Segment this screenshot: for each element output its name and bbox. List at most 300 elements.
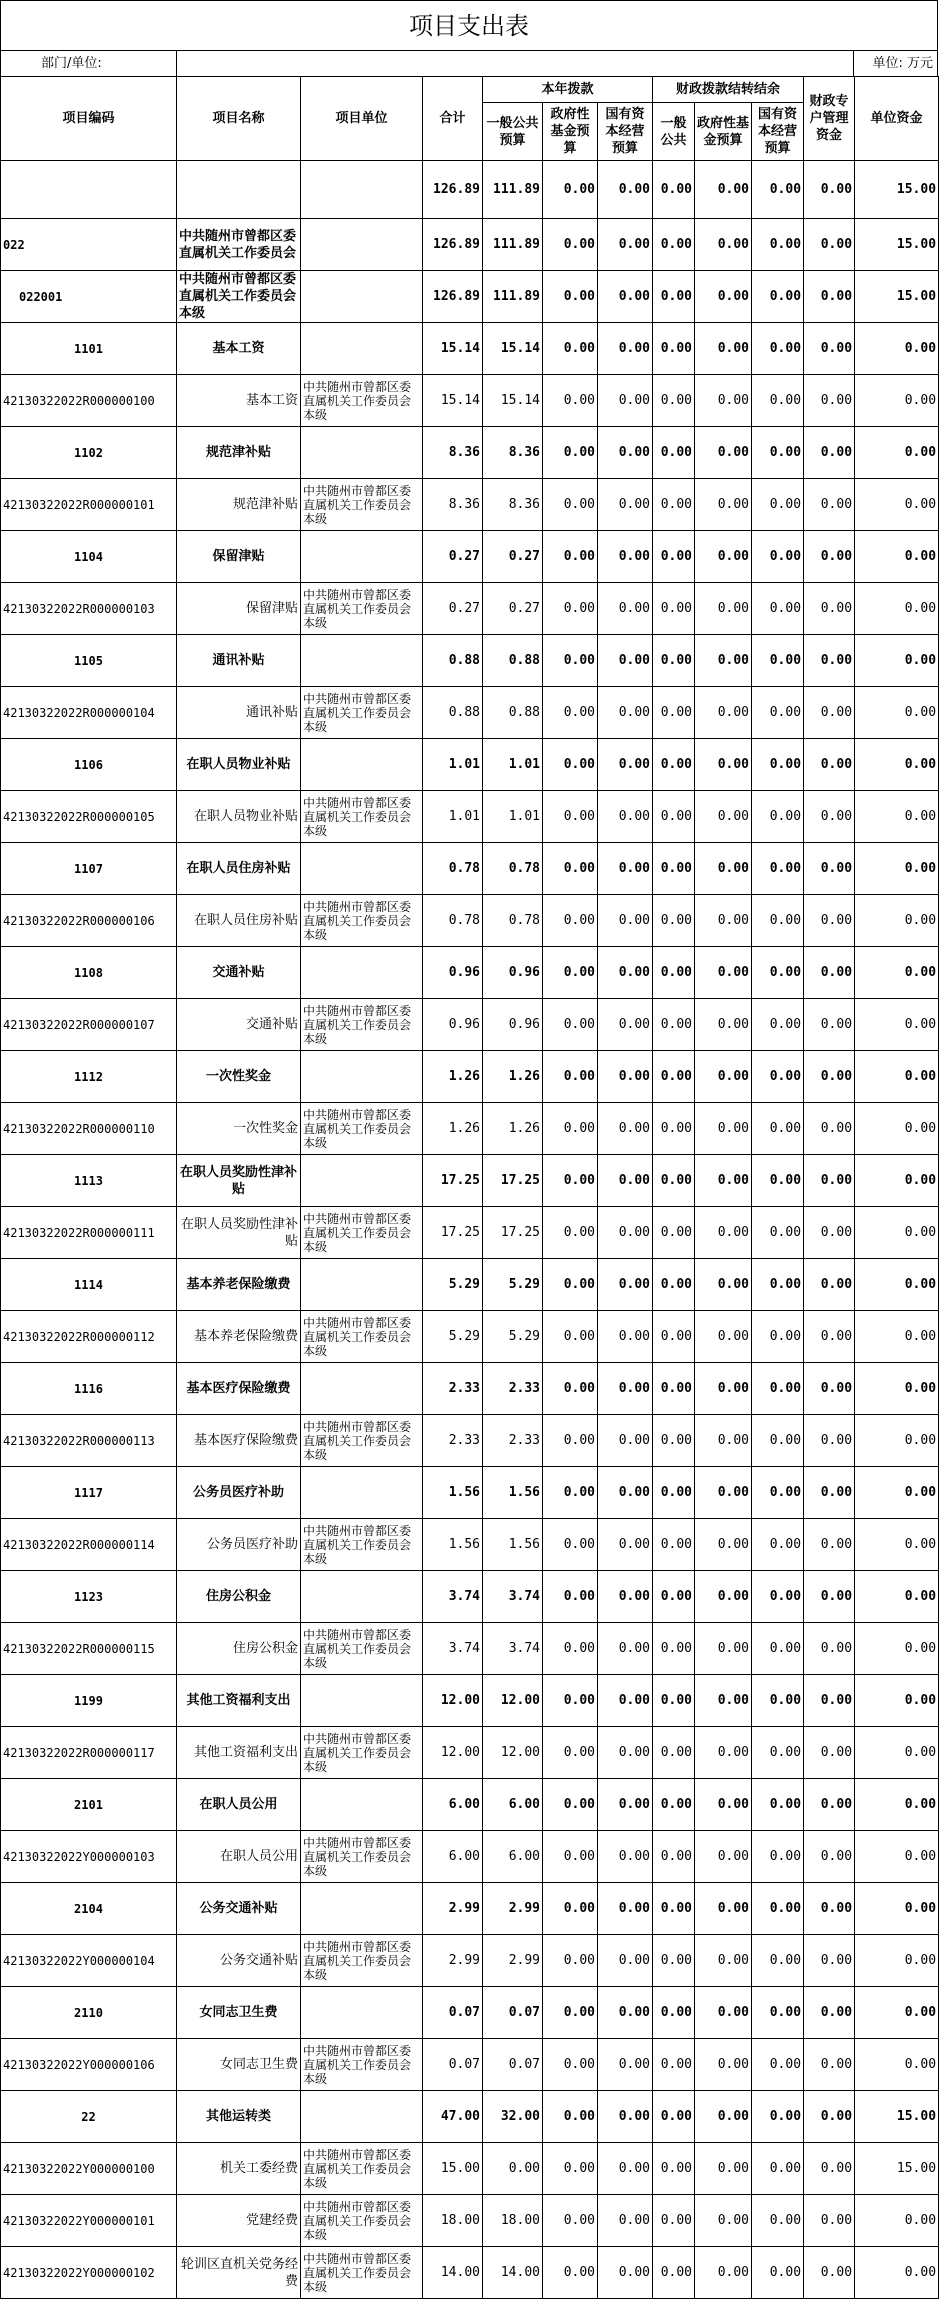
table-row: [1, 1207, 939, 1259]
project-code-cell: 1102: [1, 427, 177, 479]
carry-state-capital-cell: 0.00: [752, 687, 804, 739]
special-account-cell: 0.00: [804, 635, 855, 687]
total-cell: 0.78: [423, 843, 483, 895]
special-account-cell: 0.00: [804, 1727, 855, 1779]
state-capital-cell: 0.00: [598, 427, 653, 479]
total-cell: 0.88: [423, 635, 483, 687]
special-account-cell: 0.00: [804, 895, 855, 947]
carry-gov-fund-cell: 0.00: [695, 687, 752, 739]
state-capital-cell: 0.00: [598, 739, 653, 791]
general-budget-cell: 0.78: [483, 843, 543, 895]
project-name-cell: 基本工资: [177, 323, 301, 375]
special-account-cell: 0.00: [804, 1103, 855, 1155]
carry-state-capital-cell: 0.00: [752, 999, 804, 1051]
carry-general-cell: 0.00: [653, 2143, 695, 2195]
carry-state-capital-cell: 0.00: [752, 2091, 804, 2143]
project-code-cell: 42130322022R000000114: [1, 1519, 177, 1571]
project-unit-cell: 中共随州市曾都区委直属机关工作委员会本级: [301, 479, 423, 531]
state-capital-cell: 0.00: [598, 1415, 653, 1467]
carry-state-capital-cell: 0.00: [752, 1883, 804, 1935]
project-name-cell: 一次性奖金: [177, 1103, 301, 1155]
project-code-cell: 42130322022R000000113: [1, 1415, 177, 1467]
special-account-cell: 0.00: [804, 999, 855, 1051]
special-account-cell: 0.00: [804, 843, 855, 895]
gov-fund-cell: 0.00: [543, 1259, 598, 1311]
carry-gov-fund-cell: 0.00: [695, 1103, 752, 1155]
project-name-cell: 通讯补贴: [177, 687, 301, 739]
project-unit-cell: [301, 1051, 423, 1103]
carry-general-cell: 0.00: [653, 2039, 695, 2091]
project-name-cell: 基本医疗保险缴费: [177, 1363, 301, 1415]
special-account-cell: 0.00: [804, 219, 855, 271]
carry-general-cell: 0.00: [653, 2195, 695, 2247]
state-capital-cell: 0.00: [598, 2039, 653, 2091]
total-cell: 17.25: [423, 1207, 483, 1259]
total-cell: 15.14: [423, 375, 483, 427]
state-capital-cell: 0.00: [598, 375, 653, 427]
gov-fund-cell: 0.00: [543, 843, 598, 895]
total-cell: 12.00: [423, 1675, 483, 1727]
table-row: [1, 2039, 939, 2091]
state-capital-cell: 0.00: [598, 1311, 653, 1363]
state-capital-cell: 0.00: [598, 843, 653, 895]
project-unit-cell: [301, 1675, 423, 1727]
project-unit-cell: 中共随州市曾都区委直属机关工作委员会本级: [301, 1519, 423, 1571]
state-capital-cell: 0.00: [598, 1519, 653, 1571]
header-group-carry: 财政拨款结转结余: [653, 77, 804, 103]
carry-state-capital-cell: 0.00: [752, 947, 804, 999]
general-budget-cell: 2.99: [483, 1935, 543, 1987]
general-budget-cell: 1.26: [483, 1051, 543, 1103]
state-capital-cell: 0.00: [598, 2143, 653, 2195]
special-account-cell: 0.00: [804, 161, 855, 219]
header-group-current: 本年拨款: [483, 77, 653, 103]
gov-fund-cell: 0.00: [543, 999, 598, 1051]
carry-state-capital-cell: 0.00: [752, 375, 804, 427]
general-budget-cell: 14.00: [483, 2247, 543, 2299]
carry-gov-fund-cell: 0.00: [695, 999, 752, 1051]
gov-fund-cell: 0.00: [543, 739, 598, 791]
project-name-cell: 公务交通补贴: [177, 1935, 301, 1987]
gov-fund-cell: 0.00: [543, 1727, 598, 1779]
special-account-cell: 0.00: [804, 323, 855, 375]
header-gov-fund: 政府性基金预算: [543, 103, 598, 161]
general-budget-cell: 1.56: [483, 1519, 543, 1571]
state-capital-cell: 0.00: [598, 219, 653, 271]
general-budget-cell: 17.25: [483, 1155, 543, 1207]
header-row-1: [1, 77, 939, 103]
project-name-cell: 基本工资: [177, 375, 301, 427]
carry-general-cell: 0.00: [653, 323, 695, 375]
project-unit-cell: 中共随州市曾都区委直属机关工作委员会本级: [301, 2039, 423, 2091]
total-cell: 2.99: [423, 1935, 483, 1987]
general-budget-cell: 12.00: [483, 1727, 543, 1779]
gov-fund-cell: 0.00: [543, 1623, 598, 1675]
state-capital-cell: 0.00: [598, 479, 653, 531]
project-unit-cell: [301, 1363, 423, 1415]
gov-fund-cell: 0.00: [543, 1415, 598, 1467]
carry-gov-fund-cell: 0.00: [695, 791, 752, 843]
carry-gov-fund-cell: 0.00: [695, 1415, 752, 1467]
project-name-cell: 在职人员物业补贴: [177, 791, 301, 843]
general-budget-cell: 1.26: [483, 1103, 543, 1155]
project-name-cell: 在职人员住房补贴: [177, 843, 301, 895]
carry-general-cell: 0.00: [653, 947, 695, 999]
special-account-cell: 0.00: [804, 479, 855, 531]
project-unit-cell: 中共随州市曾都区委直属机关工作委员会本级: [301, 1935, 423, 1987]
table-row: [1, 947, 939, 999]
carry-state-capital-cell: 0.00: [752, 1467, 804, 1519]
carry-state-capital-cell: 0.00: [752, 161, 804, 219]
unit-funds-cell: 0.00: [855, 583, 939, 635]
carry-general-cell: 0.00: [653, 1155, 695, 1207]
gov-fund-cell: 0.00: [543, 531, 598, 583]
carry-state-capital-cell: 0.00: [752, 1363, 804, 1415]
table-row: [1, 2195, 939, 2247]
state-capital-cell: 0.00: [598, 1259, 653, 1311]
carry-gov-fund-cell: 0.00: [695, 1675, 752, 1727]
project-unit-cell: 中共随州市曾都区委直属机关工作委员会本级: [301, 895, 423, 947]
project-unit-cell: [301, 427, 423, 479]
project-name-cell: 党建经费: [177, 2195, 301, 2247]
unit-funds-cell: 0.00: [855, 1415, 939, 1467]
project-name-cell: [177, 161, 301, 219]
state-capital-cell: 0.00: [598, 1987, 653, 2039]
table-row: [1, 1883, 939, 1935]
general-budget-cell: 0.00: [483, 2143, 543, 2195]
carry-gov-fund-cell: 0.00: [695, 1571, 752, 1623]
gov-fund-cell: 0.00: [543, 271, 598, 323]
table-row: [1, 1519, 939, 1571]
header-total: 合计: [423, 77, 483, 161]
gov-fund-cell: 0.00: [543, 1675, 598, 1727]
project-name-cell: 中共随州市曾都区委直属机关工作委员会本级: [177, 271, 301, 323]
carry-gov-fund-cell: 0.00: [695, 2039, 752, 2091]
table-row: [1, 1103, 939, 1155]
project-unit-cell: 中共随州市曾都区委直属机关工作委员会本级: [301, 375, 423, 427]
table-row: [1, 375, 939, 427]
unit-funds-cell: 15.00: [855, 271, 939, 323]
project-name-cell: 其他工资福利支出: [177, 1675, 301, 1727]
carry-gov-fund-cell: 0.00: [695, 1987, 752, 2039]
carry-general-cell: 0.00: [653, 1623, 695, 1675]
project-name-cell: 在职人员奖励性津补贴: [177, 1207, 301, 1259]
total-cell: 0.78: [423, 895, 483, 947]
project-unit-cell: 中共随州市曾都区委直属机关工作委员会本级: [301, 1831, 423, 1883]
unit-funds-cell: 0.00: [855, 1727, 939, 1779]
carry-state-capital-cell: 0.00: [752, 1727, 804, 1779]
gov-fund-cell: 0.00: [543, 161, 598, 219]
project-name-cell: 在职人员奖励性津补贴: [177, 1155, 301, 1207]
total-cell: 126.89: [423, 219, 483, 271]
gov-fund-cell: 0.00: [543, 1155, 598, 1207]
project-code-cell: 42130322022R000000107: [1, 999, 177, 1051]
total-cell: 47.00: [423, 2091, 483, 2143]
carry-general-cell: 0.00: [653, 271, 695, 323]
project-unit-cell: [301, 739, 423, 791]
carry-general-cell: 0.00: [653, 1883, 695, 1935]
general-budget-cell: 111.89: [483, 271, 543, 323]
project-code-cell: 022: [1, 219, 177, 271]
unit-funds-cell: 0.00: [855, 895, 939, 947]
carry-state-capital-cell: 0.00: [752, 479, 804, 531]
unit-funds-cell: 0.00: [855, 999, 939, 1051]
carry-general-cell: 0.00: [653, 1935, 695, 1987]
unit-funds-cell: 0.00: [855, 531, 939, 583]
project-unit-cell: [301, 271, 423, 323]
project-code-cell: 1106: [1, 739, 177, 791]
project-unit-cell: [301, 219, 423, 271]
table-row: [1, 161, 939, 219]
table-row: [1, 1987, 939, 2039]
meta-bar: [0, 50, 938, 76]
carry-general-cell: 0.00: [653, 1519, 695, 1571]
carry-state-capital-cell: 0.00: [752, 895, 804, 947]
carry-state-capital-cell: 0.00: [752, 1051, 804, 1103]
total-cell: 0.07: [423, 1987, 483, 2039]
carry-state-capital-cell: 0.00: [752, 1259, 804, 1311]
total-cell: 1.01: [423, 739, 483, 791]
carry-gov-fund-cell: 0.00: [695, 1207, 752, 1259]
header-general-budget: 一般公共预算: [483, 103, 543, 161]
carry-gov-fund-cell: 0.00: [695, 1051, 752, 1103]
table-row: [1, 895, 939, 947]
general-budget-cell: 0.27: [483, 583, 543, 635]
state-capital-cell: 0.00: [598, 1883, 653, 1935]
table-row: [1, 1727, 939, 1779]
unit-funds-cell: 0.00: [855, 1987, 939, 2039]
special-account-cell: 0.00: [804, 2247, 855, 2299]
carry-state-capital-cell: 0.00: [752, 1779, 804, 1831]
total-cell: 5.29: [423, 1259, 483, 1311]
unit-funds-cell: 0.00: [855, 687, 939, 739]
carry-state-capital-cell: 0.00: [752, 1519, 804, 1571]
project-name-cell: 保留津贴: [177, 531, 301, 583]
table-row: [1, 687, 939, 739]
special-account-cell: 0.00: [804, 2143, 855, 2195]
special-account-cell: 0.00: [804, 1935, 855, 1987]
total-cell: 0.96: [423, 999, 483, 1051]
gov-fund-cell: 0.00: [543, 947, 598, 999]
general-budget-cell: 0.07: [483, 2039, 543, 2091]
carry-state-capital-cell: 0.00: [752, 1623, 804, 1675]
total-cell: 3.74: [423, 1623, 483, 1675]
table-row: [1, 843, 939, 895]
total-cell: 12.00: [423, 1727, 483, 1779]
project-code-cell: 42130322022R000000103: [1, 583, 177, 635]
gov-fund-cell: 0.00: [543, 323, 598, 375]
unit-funds-cell: 0.00: [855, 479, 939, 531]
state-capital-cell: 0.00: [598, 1779, 653, 1831]
gov-fund-cell: 0.00: [543, 1311, 598, 1363]
carry-general-cell: 0.00: [653, 427, 695, 479]
unit-funds-cell: 0.00: [855, 2247, 939, 2299]
table-row: [1, 1675, 939, 1727]
unit-funds-cell: 0.00: [855, 843, 939, 895]
general-budget-cell: 12.00: [483, 1675, 543, 1727]
carry-general-cell: 0.00: [653, 1571, 695, 1623]
project-code-cell: 42130322022Y000000106: [1, 2039, 177, 2091]
project-code-cell: 1107: [1, 843, 177, 895]
carry-general-cell: 0.00: [653, 687, 695, 739]
project-name-cell: 一次性奖金: [177, 1051, 301, 1103]
project-expenditure-table: [0, 76, 939, 2299]
carry-state-capital-cell: 0.00: [752, 2247, 804, 2299]
carry-state-capital-cell: 0.00: [752, 843, 804, 895]
carry-gov-fund-cell: 0.00: [695, 531, 752, 583]
carry-gov-fund-cell: 0.00: [695, 1311, 752, 1363]
project-unit-cell: 中共随州市曾都区委直属机关工作委员会本级: [301, 2143, 423, 2195]
gov-fund-cell: 0.00: [543, 583, 598, 635]
dept-label: 部门/单位:: [1, 51, 177, 76]
table-row: [1, 1311, 939, 1363]
project-unit-cell: [301, 1259, 423, 1311]
project-unit-cell: [301, 1883, 423, 1935]
carry-state-capital-cell: 0.00: [752, 2195, 804, 2247]
general-budget-cell: 2.33: [483, 1415, 543, 1467]
carry-gov-fund-cell: 0.00: [695, 1519, 752, 1571]
project-name-cell: 女同志卫生费: [177, 2039, 301, 2091]
table-row: [1, 791, 939, 843]
carry-general-cell: 0.00: [653, 479, 695, 531]
carry-general-cell: 0.00: [653, 1467, 695, 1519]
project-code-cell: 1114: [1, 1259, 177, 1311]
unit-funds-cell: 0.00: [855, 947, 939, 999]
carry-state-capital-cell: 0.00: [752, 323, 804, 375]
carry-general-cell: 0.00: [653, 1311, 695, 1363]
carry-gov-fund-cell: 0.00: [695, 427, 752, 479]
project-unit-cell: [301, 323, 423, 375]
project-unit-cell: 中共随州市曾都区委直属机关工作委员会本级: [301, 791, 423, 843]
total-cell: 2.99: [423, 1883, 483, 1935]
project-code-cell: 1101: [1, 323, 177, 375]
state-capital-cell: 0.00: [598, 323, 653, 375]
project-name-cell: 在职人员物业补贴: [177, 739, 301, 791]
general-budget-cell: 8.36: [483, 427, 543, 479]
header-code: 项目编码: [1, 77, 177, 161]
special-account-cell: 0.00: [804, 1519, 855, 1571]
carry-state-capital-cell: 0.00: [752, 583, 804, 635]
special-account-cell: 0.00: [804, 2195, 855, 2247]
total-cell: 3.74: [423, 1571, 483, 1623]
general-budget-cell: 111.89: [483, 161, 543, 219]
project-code-cell: 2101: [1, 1779, 177, 1831]
project-code-cell: 1104: [1, 531, 177, 583]
page-title: 项目支出表: [0, 0, 938, 50]
unit-funds-cell: 0.00: [855, 1363, 939, 1415]
state-capital-cell: 0.00: [598, 1675, 653, 1727]
carry-state-capital-cell: 0.00: [752, 271, 804, 323]
project-code-cell: 42130322022Y000000100: [1, 2143, 177, 2195]
project-unit-cell: 中共随州市曾都区委直属机关工作委员会本级: [301, 2247, 423, 2299]
special-account-cell: 0.00: [804, 687, 855, 739]
project-name-cell: 规范津补贴: [177, 479, 301, 531]
state-capital-cell: 0.00: [598, 791, 653, 843]
project-name-cell: 住房公积金: [177, 1623, 301, 1675]
project-code-cell: 1116: [1, 1363, 177, 1415]
special-account-cell: 0.00: [804, 531, 855, 583]
carry-general-cell: 0.00: [653, 1051, 695, 1103]
project-name-cell: 基本养老保险缴费: [177, 1259, 301, 1311]
table-body: [1, 161, 939, 2299]
special-account-cell: 0.00: [804, 375, 855, 427]
total-cell: 1.26: [423, 1051, 483, 1103]
general-budget-cell: 6.00: [483, 1831, 543, 1883]
table-row: [1, 271, 939, 323]
general-budget-cell: 5.29: [483, 1311, 543, 1363]
gov-fund-cell: 0.00: [543, 2091, 598, 2143]
special-account-cell: 0.00: [804, 1987, 855, 2039]
project-name-cell: 在职人员住房补贴: [177, 895, 301, 947]
carry-general-cell: 0.00: [653, 161, 695, 219]
project-code-cell: 2104: [1, 1883, 177, 1935]
special-account-cell: 0.00: [804, 947, 855, 999]
state-capital-cell: 0.00: [598, 161, 653, 219]
gov-fund-cell: 0.00: [543, 2143, 598, 2195]
special-account-cell: 0.00: [804, 739, 855, 791]
carry-state-capital-cell: 0.00: [752, 635, 804, 687]
carry-state-capital-cell: 0.00: [752, 531, 804, 583]
project-code-cell: 1105: [1, 635, 177, 687]
project-unit-cell: [301, 1467, 423, 1519]
project-unit-cell: [301, 1571, 423, 1623]
general-budget-cell: 6.00: [483, 1779, 543, 1831]
special-account-cell: 0.00: [804, 1415, 855, 1467]
table-row: [1, 2247, 939, 2299]
general-budget-cell: 3.74: [483, 1623, 543, 1675]
table-row: [1, 635, 939, 687]
carry-gov-fund-cell: 0.00: [695, 1935, 752, 1987]
carry-state-capital-cell: 0.00: [752, 219, 804, 271]
special-account-cell: 0.00: [804, 1259, 855, 1311]
project-name-cell: 公务员医疗补助: [177, 1519, 301, 1571]
gov-fund-cell: 0.00: [543, 1779, 598, 1831]
project-unit-cell: 中共随州市曾都区委直属机关工作委员会本级: [301, 1103, 423, 1155]
carry-general-cell: 0.00: [653, 1207, 695, 1259]
special-account-cell: 0.00: [804, 1831, 855, 1883]
special-account-cell: 0.00: [804, 1779, 855, 1831]
gov-fund-cell: 0.00: [543, 635, 598, 687]
special-account-cell: 0.00: [804, 1571, 855, 1623]
unit-funds-cell: 0.00: [855, 635, 939, 687]
project-unit-cell: 中共随州市曾都区委直属机关工作委员会本级: [301, 1207, 423, 1259]
header-unit: 项目单位: [301, 77, 423, 161]
project-code-cell: 022001: [1, 271, 177, 323]
carry-state-capital-cell: 0.00: [752, 1103, 804, 1155]
special-account-cell: 0.00: [804, 1675, 855, 1727]
special-account-cell: 0.00: [804, 583, 855, 635]
project-name-cell: 机关工委经费: [177, 2143, 301, 2195]
carry-gov-fund-cell: 0.00: [695, 1727, 752, 1779]
total-cell: 6.00: [423, 1779, 483, 1831]
project-unit-cell: [301, 843, 423, 895]
table-row: [1, 479, 939, 531]
total-cell: 1.56: [423, 1467, 483, 1519]
project-name-cell: 规范津补贴: [177, 427, 301, 479]
carry-gov-fund-cell: 0.00: [695, 2091, 752, 2143]
general-budget-cell: 15.14: [483, 323, 543, 375]
special-account-cell: 0.00: [804, 1883, 855, 1935]
unit-funds-cell: 0.00: [855, 427, 939, 479]
project-code-cell: 1113: [1, 1155, 177, 1207]
table-row: [1, 1571, 939, 1623]
header-special-account: 财政专户管理资金: [804, 77, 855, 161]
general-budget-cell: 0.96: [483, 999, 543, 1051]
header-unit-funds: 单位资金: [855, 77, 939, 161]
project-name-cell: 其他工资福利支出: [177, 1727, 301, 1779]
table-row: [1, 1415, 939, 1467]
state-capital-cell: 0.00: [598, 1831, 653, 1883]
